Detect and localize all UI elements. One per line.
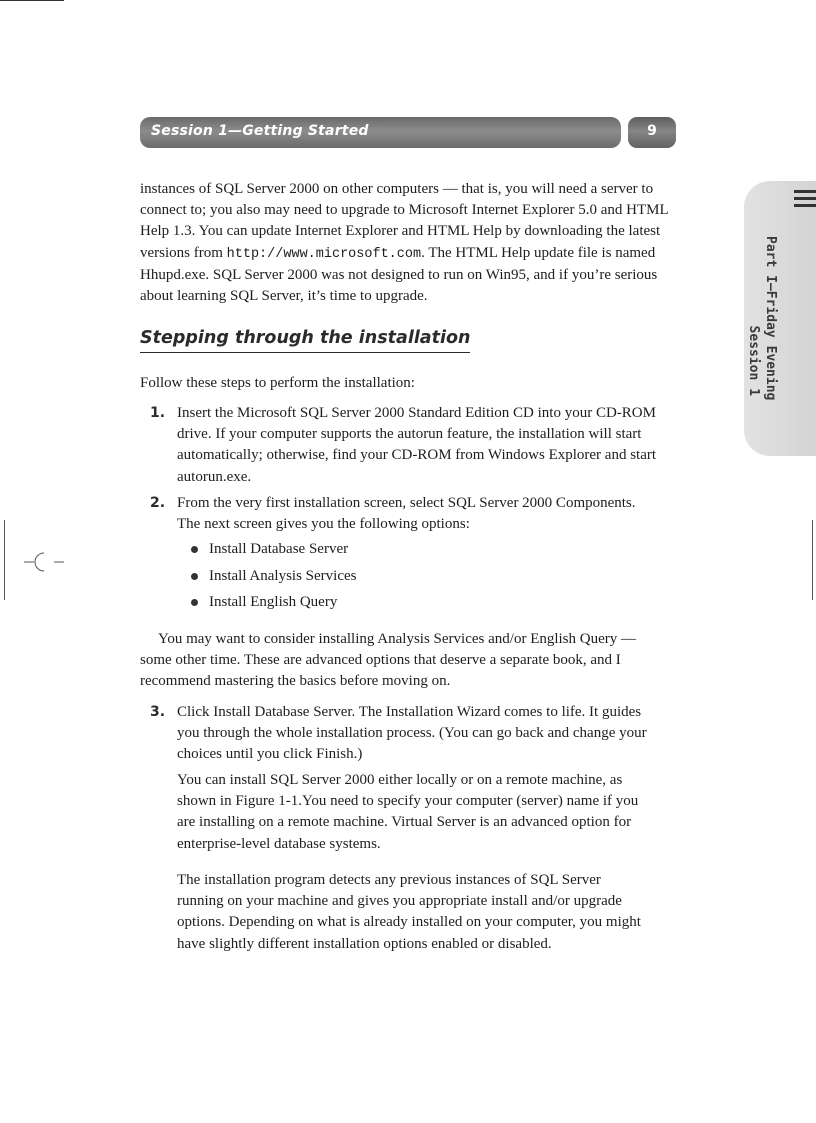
side-tab-lines-icon — [794, 190, 816, 211]
step-3-number: 3. — [150, 704, 166, 720]
microsoft-url-link: http://www.microsoft.com — [226, 246, 422, 262]
crop-mark-right — [812, 520, 813, 600]
step-2-number: 2. — [150, 495, 166, 511]
step-3-paragraph-3: The installation program detects any previous instances of SQL Server running on your machine and gives you appropriate install and/or upgrade options. Depending on what is already installed on your computer, you might have slightly different installation options enabled or disabled. — [177, 872, 641, 952]
step-1-text: Insert the Microsoft SQL Server 2000 Standard Edition CD into your CD-ROM drive. If your computer supports the autorun feature, the installation will start automatically; otherwise, find your CD-ROM from Windows Explorer and start autorun.exe. — [177, 405, 657, 485]
section-heading: Stepping through the installation — [140, 326, 470, 353]
section-lead: Follow these steps to perform the installation: — [140, 375, 415, 391]
middle-paragraph: You may want to consider installing Analysis Services and/or English Query — some other time. These are advanced options that deserve a separate book, and I recommend mastering the basics before moving on. — [140, 631, 637, 690]
intro-text-a: instances of SQL Server 2000 on other computers — that is, you will need a server to connect to; you also may need to upgrade to Microsoft Internet Explorer 5.0 and HTML Help 1.3. You can update Internet Explorer and HTML Help by downloading the latest versions from — [140, 181, 669, 261]
page-number: 9 — [647, 123, 657, 139]
bullet-icon — [191, 573, 198, 580]
intro-paragraph — [140, 179, 680, 307]
option-install-english-query: Install English Query — [209, 594, 338, 610]
side-tab-session: Session 1 — [746, 325, 761, 396]
registration-mark-icon — [24, 547, 64, 577]
step-3-paragraph-2: You can install SQL Server 2000 either locally or on a remote machine, as shown in Figure 1-1.You need to specify your computer (server) name if you are installing on a remote machine. Virtual Server is an advanced option for enterprise-level database systems. — [177, 772, 639, 852]
option-install-database-server: Install Database Server — [209, 541, 349, 557]
crop-mark-top — [0, 0, 64, 1]
step-3-text: Click Install Database Server. The Installation Wizard comes to life. It guides you through the whole installation process. (You can go back and change your choices until you click Finish.) — [177, 704, 647, 763]
step-1-number: 1. — [150, 405, 166, 421]
bullet-icon — [191, 599, 198, 606]
bullet-icon — [191, 546, 198, 553]
step-2-text: From the very first installation screen, select SQL Server 2000 Components. The next screen gives you the following options: — [177, 495, 636, 533]
intro-text-b: . The HTML Help update file is named Hhupd.exe. SQL Server 2000 was not designed to run on Win95, and if you’re serious about learning SQL Server, it’s time to upgrade. — [140, 244, 658, 305]
running-header-title: Session 1—Getting Started — [151, 123, 369, 139]
crop-mark-left — [4, 520, 5, 600]
option-install-analysis-services: Install Analysis Services — [209, 568, 357, 584]
side-tab-part: Part I—Friday Evening — [763, 236, 778, 401]
side-tab-label — [745, 236, 779, 401]
